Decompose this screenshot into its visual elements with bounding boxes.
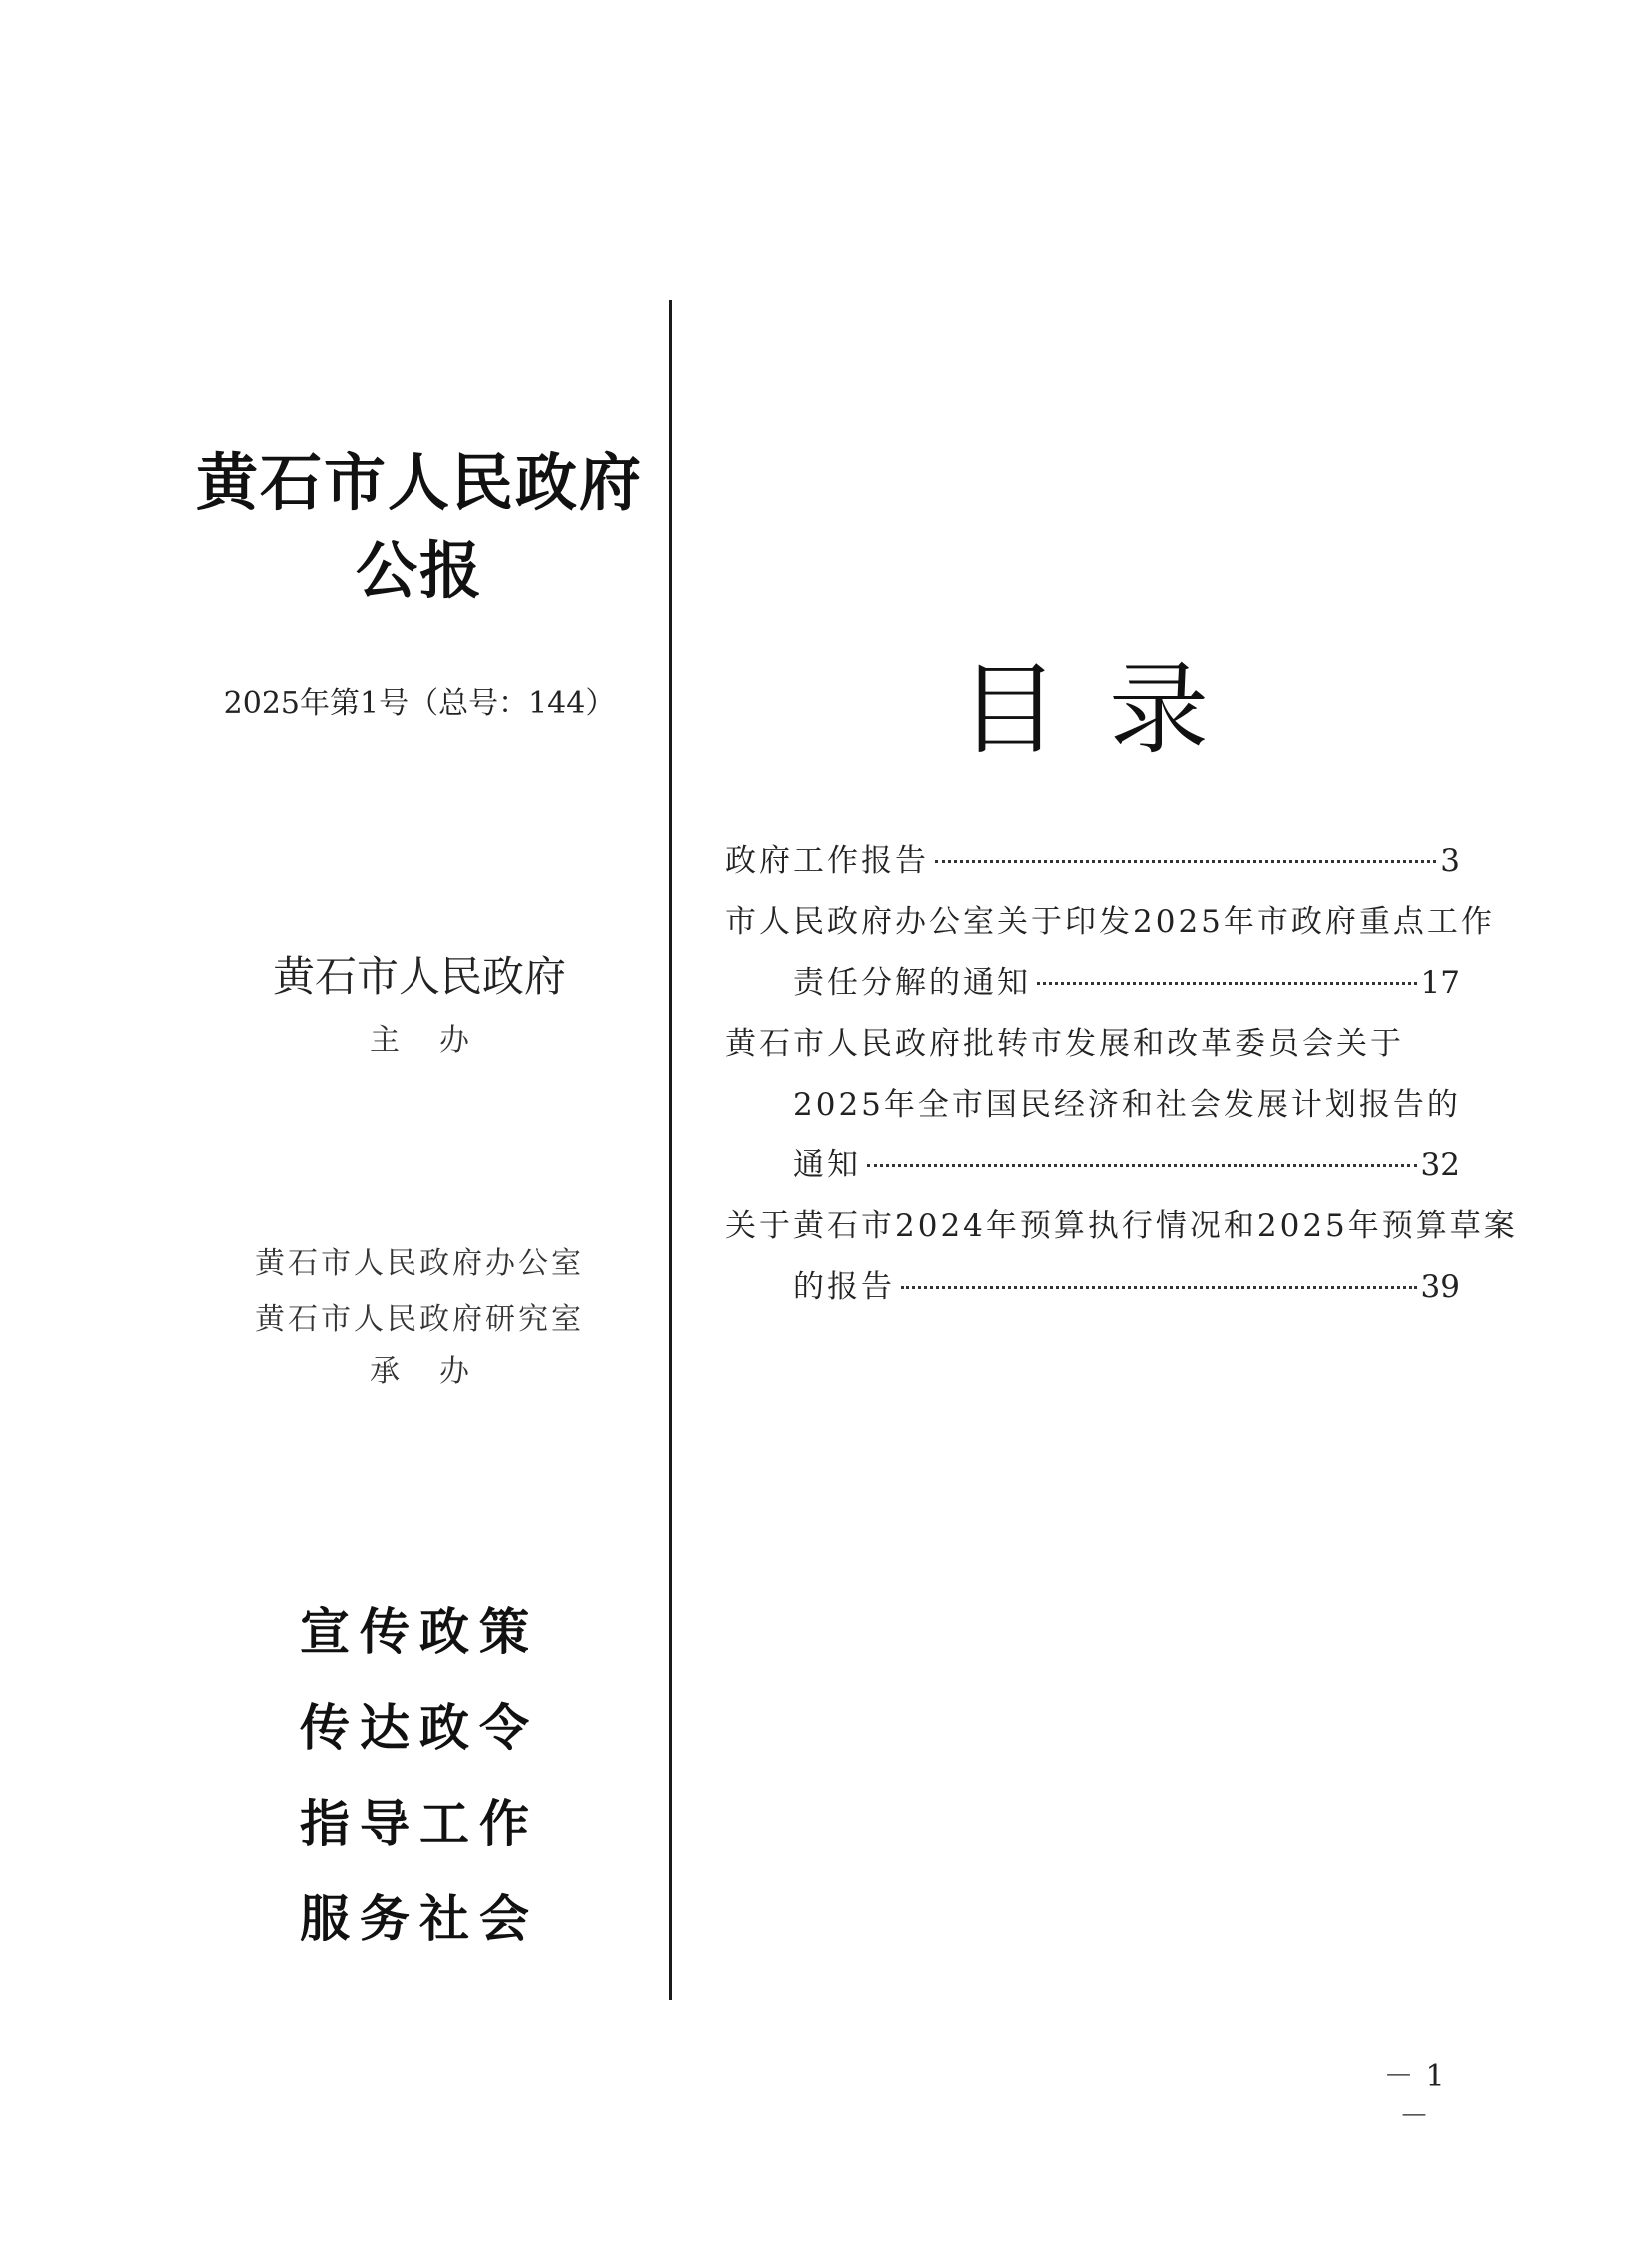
organizer-office: 黄石市人民政府办公室	[255, 1246, 584, 1281]
organizer-role: 承办	[370, 1354, 509, 1389]
slogan: 服务社会	[300, 1890, 539, 1948]
publication-title	[140, 439, 699, 615]
toc-entry-title-cont: 的报告	[793, 1269, 895, 1305]
toc-leader-dots	[935, 860, 1436, 863]
issue-number: 2025年第1号（总号：144）	[223, 686, 616, 721]
toc-entry-title: 市人民政府办公室关于印发2025年市政府重点工作	[725, 904, 1495, 940]
slogan: 传达政令	[300, 1699, 539, 1757]
toc-leader-dots	[867, 1164, 1417, 1167]
organizer-research: 黄石市人民政府研究室	[255, 1302, 584, 1337]
toc-entry-title-cont: 2025年全市国民经济和社会发展计划报告的	[793, 1087, 1461, 1122]
slogan: 指导工作	[300, 1795, 539, 1853]
table-of-contents	[725, 831, 1518, 1318]
toc-page-number: 32	[1420, 1147, 1460, 1183]
slogan: 宣传政策	[300, 1603, 539, 1661]
toc-entry-title-cont: 通知	[793, 1147, 861, 1183]
toc-leader-dots	[1037, 982, 1417, 985]
toc-page-number: 17	[1420, 965, 1460, 1001]
toc-entry-title: 关于黄石市2024年预算执行情况和2025年预算草案	[725, 1208, 1518, 1244]
toc-entry[interactable]	[725, 1196, 1518, 1318]
publication-title-line2: 公报	[355, 534, 483, 607]
toc-entry[interactable]	[725, 831, 1460, 892]
toc-entry-title: 黄石市人民政府批转市发展和改革委员会关于	[725, 1026, 1404, 1062]
toc-entry-title-cont: 责任分解的通知	[793, 965, 1031, 1001]
toc-entry-title: 政府工作报告	[725, 843, 929, 879]
sponsor-role: 主办	[370, 1023, 509, 1058]
toc-page-number: 39	[1420, 1269, 1460, 1305]
toc-leader-dots	[901, 1286, 1417, 1289]
slogans	[250, 1584, 589, 1967]
sponsor-name: 黄石市人民政府	[272, 952, 566, 1001]
toc-entry[interactable]	[725, 892, 1495, 1014]
organizers	[140, 1236, 699, 1348]
publication-title-line1: 黄石市人民政府	[195, 446, 643, 519]
toc-heading: 目录	[959, 651, 1258, 768]
toc-page-number: 3	[1440, 843, 1460, 879]
toc-entry[interactable]	[725, 1014, 1460, 1196]
page-number: －1－	[1383, 2059, 1457, 2134]
